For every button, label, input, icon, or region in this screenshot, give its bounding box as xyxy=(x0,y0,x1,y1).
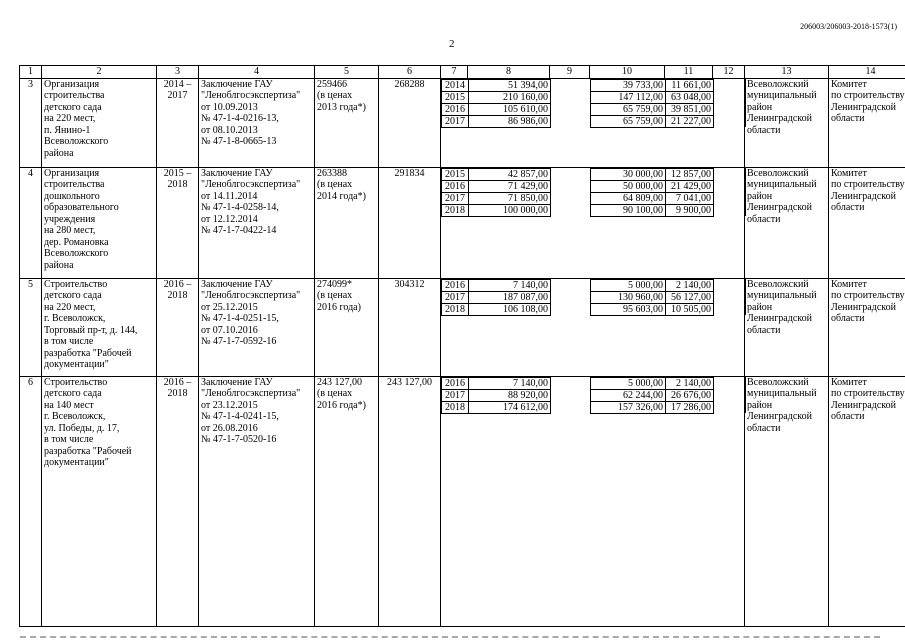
year: 2014 xyxy=(442,79,469,91)
estimated-cost-line: 274099* xyxy=(317,278,352,290)
column-header-10: 10 xyxy=(590,66,665,79)
local-budget: 39 851,00 xyxy=(666,103,714,115)
construction-period xyxy=(157,278,199,376)
column-header-9: 9 xyxy=(550,66,590,79)
expertise-conclusion-line: "Леноблгосэкспертиза" xyxy=(201,388,301,399)
object-name xyxy=(42,376,157,626)
construction-period-line: 2018 xyxy=(167,179,188,190)
customer-line: Ленинградской xyxy=(747,113,812,124)
total-amount: 71 850,00 xyxy=(469,192,551,204)
object-name-line: на 280 мест, xyxy=(44,225,96,236)
regional-budget: 65 759,00 xyxy=(591,115,666,127)
local-budget: 9 900,00 xyxy=(666,204,714,216)
empty-cell xyxy=(714,168,746,180)
total-amount: 51 394,00 xyxy=(469,79,551,91)
year: 2017 xyxy=(442,192,469,204)
expertise-conclusion xyxy=(199,167,315,278)
object-name-line: учреждения xyxy=(44,213,96,225)
column-header-1: 1 xyxy=(20,66,42,79)
expertise-conclusion-line: № 47-1-7-0520-16 xyxy=(201,434,277,445)
table-row xyxy=(20,78,905,167)
expertise-conclusion-line: от 23.12.2015 xyxy=(201,399,258,411)
year-row xyxy=(442,401,746,413)
year: 2016 xyxy=(442,180,469,192)
responsible-agency-line: Ленинградской xyxy=(831,399,896,411)
expertise-conclusion-line: "Леноблгосэкспертиза" xyxy=(201,90,301,101)
year: 2018 xyxy=(442,303,469,315)
regional-budget: 50 000,00 xyxy=(591,180,666,192)
object-name-line: п. Янино-1 xyxy=(44,124,91,136)
customer xyxy=(745,78,829,167)
empty-cell xyxy=(714,180,746,192)
total-amount: 86 986,00 xyxy=(469,115,551,127)
local-budget: 21 227,00 xyxy=(666,115,714,127)
column-header-7: 7 xyxy=(441,66,468,79)
column-header-8: 8 xyxy=(468,66,550,79)
regional-budget: 147 112,00 xyxy=(591,91,666,103)
estimated-cost-line: (в ценах xyxy=(317,388,353,399)
year-row xyxy=(442,91,746,103)
empty-cell xyxy=(551,389,591,401)
empty-cell xyxy=(551,377,591,389)
row-number: 3 xyxy=(20,78,42,167)
total-amount: 187 087,00 xyxy=(469,291,551,303)
customer-line: Всеволожский xyxy=(747,376,809,388)
customer-line: район xyxy=(747,190,773,202)
expertise-conclusion xyxy=(199,78,315,167)
yearly-financing xyxy=(441,78,745,167)
estimated-cost-line: (в ценах xyxy=(317,290,353,301)
empty-cell xyxy=(714,192,746,204)
object-name-line: Организация xyxy=(44,78,100,90)
column-header-12: 12 xyxy=(713,66,745,79)
object-name-line: Всеволожского xyxy=(44,136,109,147)
empty-cell xyxy=(551,180,591,192)
header-row xyxy=(20,66,905,79)
empty-cell xyxy=(551,401,591,413)
column-header-11: 11 xyxy=(665,66,713,79)
expertise-conclusion-line: от 25.12.2015 xyxy=(201,301,258,313)
object-name-line: в том числе xyxy=(44,434,94,445)
customer-line: области xyxy=(747,324,781,336)
current-cost: 304312 xyxy=(379,278,441,376)
construction-period xyxy=(157,376,199,626)
total-amount: 105 610,00 xyxy=(469,103,551,115)
current-cost: 268288 xyxy=(379,78,441,167)
object-name-line: на 140 мест xyxy=(44,399,94,411)
object-name-line: района xyxy=(44,147,74,159)
empty-cell xyxy=(714,279,746,291)
empty-cell xyxy=(714,115,746,127)
column-header-6: 6 xyxy=(379,66,441,79)
year: 2015 xyxy=(442,168,469,180)
regional-budget: 90 100,00 xyxy=(591,204,666,216)
year: 2018 xyxy=(442,204,469,216)
empty-cell xyxy=(551,279,591,291)
object-name-line: Торговый пр-т, д. 144, xyxy=(44,324,138,336)
expertise-conclusion-line: Заключение ГАУ xyxy=(201,376,273,388)
yearly-financing xyxy=(441,167,745,278)
column-header-2: 2 xyxy=(42,66,157,79)
object-name-line: детского сада xyxy=(44,101,102,113)
estimated-cost-line: 259466 xyxy=(317,78,347,90)
customer-line: муниципальный xyxy=(747,290,817,301)
total-amount: 100 000,00 xyxy=(469,204,551,216)
expertise-conclusion-line: от 14.11.2014 xyxy=(201,190,258,202)
expertise-conclusion xyxy=(199,376,315,626)
year-row xyxy=(442,291,746,303)
construction-period-line: 2016 – xyxy=(163,278,192,290)
expertise-conclusion-line: № 47-1-7-0592-16 xyxy=(201,336,277,347)
customer-line: Ленинградской xyxy=(747,313,812,324)
expertise-conclusion-line: от 10.09.2013 xyxy=(201,101,258,113)
customer-line: муниципальный xyxy=(747,388,817,399)
year: 2017 xyxy=(442,115,469,127)
object-name xyxy=(42,278,157,376)
estimated-cost xyxy=(315,376,379,626)
empty-cell xyxy=(551,115,591,127)
year-row xyxy=(442,204,746,216)
construction-period-line: 2018 xyxy=(167,290,188,301)
customer-line: области xyxy=(747,124,781,136)
year: 2016 xyxy=(442,103,469,115)
responsible-agency-line: Ленинградской xyxy=(831,301,896,313)
responsible-agency-line: Ленинградской xyxy=(831,190,896,202)
year: 2015 xyxy=(442,91,469,103)
total-amount: 106 108,00 xyxy=(469,303,551,315)
year-row xyxy=(442,279,746,291)
year-row xyxy=(442,377,746,389)
regional-budget: 39 733,00 xyxy=(591,79,666,91)
responsible-agency-line: области xyxy=(831,313,865,324)
responsible-agency-line: по строительству xyxy=(831,90,905,101)
local-budget: 21 429,00 xyxy=(666,180,714,192)
responsible-agency-line: по строительству xyxy=(831,290,905,301)
year-row xyxy=(442,192,746,204)
regional-budget: 30 000,00 xyxy=(591,168,666,180)
object-name-line: г. Всеволожск, xyxy=(44,411,106,422)
table-row xyxy=(20,278,905,376)
scan-artifact-line xyxy=(20,634,880,638)
total-amount: 71 429,00 xyxy=(469,180,551,192)
object-name-line: г. Всеволожск, xyxy=(44,313,106,324)
expertise-conclusion-line: от 26.08.2016 xyxy=(201,422,258,434)
estimated-cost-line: 2016 года) xyxy=(317,301,361,313)
expertise-conclusion-line: № 47-1-4-0216-13, xyxy=(201,113,279,124)
object-name-line: на 220 мест, xyxy=(44,301,96,313)
expertise-conclusion-line: № 47-1-4-0241-15, xyxy=(201,411,279,422)
local-budget: 17 286,00 xyxy=(666,401,714,413)
empty-cell xyxy=(714,377,746,389)
estimated-cost xyxy=(315,167,379,278)
current-cost: 243 127,00 xyxy=(379,376,441,626)
responsible-agency xyxy=(829,376,905,626)
column-header-3: 3 xyxy=(157,66,199,79)
expertise-conclusion-line: "Леноблгосэкспертиза" xyxy=(201,179,301,190)
table-row xyxy=(20,376,905,626)
estimated-cost-line: 243 127,00 xyxy=(317,376,362,388)
responsible-agency-line: Комитет xyxy=(831,78,867,90)
expertise-conclusion-line: от 08.10.2013 xyxy=(201,124,258,136)
responsible-agency-line: Ленинградской xyxy=(831,101,896,113)
total-amount: 210 160,00 xyxy=(469,91,551,103)
customer-line: Ленинградской xyxy=(747,411,812,422)
object-name-line: разработка "Рабочей xyxy=(44,347,132,359)
estimated-cost xyxy=(315,278,379,376)
year: 2018 xyxy=(442,401,469,413)
local-budget: 2 140,00 xyxy=(666,377,714,389)
customer xyxy=(745,376,829,626)
object-name-line: Строительство xyxy=(44,278,108,290)
expertise-conclusion-line: № 47-1-8-0665-13 xyxy=(201,136,277,147)
local-budget: 26 676,00 xyxy=(666,389,714,401)
year: 2016 xyxy=(442,279,469,291)
column-header-14: 14 xyxy=(829,66,905,79)
construction-period xyxy=(157,78,199,167)
customer-line: муниципальный xyxy=(747,179,817,190)
customer-line: области xyxy=(747,213,781,225)
object-name-line: разработка "Рабочей xyxy=(44,445,132,457)
expertise-conclusion-line: "Леноблгосэкспертиза" xyxy=(201,290,301,301)
year-row xyxy=(442,389,746,401)
construction-period-line: 2018 xyxy=(167,388,188,399)
customer-line: муниципальный xyxy=(747,90,817,101)
construction-period-line: 2015 – xyxy=(163,167,192,179)
regional-budget: 64 809,00 xyxy=(591,192,666,204)
row-number: 5 xyxy=(20,278,42,376)
regional-budget: 157 326,00 xyxy=(591,401,666,413)
empty-cell xyxy=(551,303,591,315)
empty-cell xyxy=(714,91,746,103)
empty-cell xyxy=(714,79,746,91)
empty-cell xyxy=(714,204,746,216)
column-header-4: 4 xyxy=(199,66,315,79)
total-amount: 7 140,00 xyxy=(469,279,551,291)
responsible-agency-line: по строительству xyxy=(831,179,905,190)
customer-line: Всеволожский xyxy=(747,278,809,290)
object-name-line: детского сада xyxy=(44,290,102,301)
expertise-conclusion-line: № 47-1-4-0251-15, xyxy=(201,313,279,324)
expertise-conclusion-line: от 07.10.2016 xyxy=(201,324,258,336)
regional-budget: 65 759,00 xyxy=(591,103,666,115)
responsible-agency-line: Комитет xyxy=(831,278,867,290)
estimated-cost-line: (в ценах xyxy=(317,90,353,101)
object-name-line: образовательного xyxy=(44,202,119,213)
local-budget: 2 140,00 xyxy=(666,279,714,291)
empty-cell xyxy=(714,389,746,401)
responsible-agency-line: по строительству xyxy=(831,388,905,399)
year: 2016 xyxy=(442,377,469,389)
document-id: 206003/206003-2018-1573(1) xyxy=(800,22,897,31)
empty-cell xyxy=(551,192,591,204)
total-amount: 88 920,00 xyxy=(469,389,551,401)
column-header-13: 13 xyxy=(745,66,829,79)
row-number: 4 xyxy=(20,167,42,278)
yearly-financing xyxy=(441,376,745,626)
construction-period-line: 2016 – xyxy=(163,376,192,388)
year-row xyxy=(442,303,746,315)
empty-cell xyxy=(551,291,591,303)
expertise-conclusion-line: Заключение ГАУ xyxy=(201,167,273,179)
year-row xyxy=(442,115,746,127)
year: 2017 xyxy=(442,389,469,401)
responsible-agency xyxy=(829,78,905,167)
object-name-line: ул. Победы, д. 17, xyxy=(44,422,120,434)
empty-cell xyxy=(714,303,746,315)
local-budget: 56 127,00 xyxy=(666,291,714,303)
object-name-line: на 220 мест, xyxy=(44,113,96,124)
estimated-cost-line: (в ценах xyxy=(317,179,353,190)
object-name-line: Всеволожского xyxy=(44,248,109,259)
customer xyxy=(745,167,829,278)
regional-budget: 130 960,00 xyxy=(591,291,666,303)
object-name xyxy=(42,167,157,278)
local-budget: 11 661,00 xyxy=(666,79,714,91)
customer-line: район xyxy=(747,399,773,411)
regional-budget: 5 000,00 xyxy=(591,377,666,389)
page-number: 2 xyxy=(449,38,455,50)
estimated-cost-line: 2013 года*) xyxy=(317,101,366,113)
projects-table xyxy=(19,65,905,627)
customer-line: Ленинградской xyxy=(747,202,812,213)
empty-cell xyxy=(714,103,746,115)
regional-budget: 95 603,00 xyxy=(591,303,666,315)
estimated-cost-line: 263388 xyxy=(317,167,347,179)
object-name-line: документации" xyxy=(44,359,109,370)
responsible-agency-line: Комитет xyxy=(831,376,867,388)
responsible-agency-line: области xyxy=(831,113,865,124)
responsible-agency xyxy=(829,167,905,278)
year-row xyxy=(442,79,746,91)
object-name-line: строительства xyxy=(44,90,105,101)
local-budget: 7 041,00 xyxy=(666,192,714,204)
construction-period-line: 2017 xyxy=(167,90,188,101)
construction-period xyxy=(157,167,199,278)
object-name-line: в том числе xyxy=(44,336,94,347)
row-number: 6 xyxy=(20,376,42,626)
empty-cell xyxy=(551,204,591,216)
local-budget: 12 857,00 xyxy=(666,168,714,180)
expertise-conclusion-line: Заключение ГАУ xyxy=(201,78,273,90)
object-name-line: Организация xyxy=(44,167,100,179)
current-cost: 291834 xyxy=(379,167,441,278)
customer-line: Всеволожский xyxy=(747,78,809,90)
local-budget: 10 505,00 xyxy=(666,303,714,315)
empty-cell xyxy=(551,103,591,115)
column-header-5: 5 xyxy=(315,66,379,79)
responsible-agency-line: области xyxy=(831,202,865,213)
expertise-conclusion xyxy=(199,278,315,376)
expertise-conclusion-line: № 47-1-4-0258-14, xyxy=(201,202,279,213)
year-row xyxy=(442,103,746,115)
construction-period-line: 2014 – xyxy=(163,78,192,90)
empty-cell xyxy=(714,291,746,303)
customer-line: Всеволожский xyxy=(747,167,809,179)
yearly-financing xyxy=(441,278,745,376)
object-name-line: дошкольного xyxy=(44,190,100,202)
object-name-line: документации" xyxy=(44,457,109,468)
year-row xyxy=(442,168,746,180)
responsible-agency-line: области xyxy=(831,411,865,422)
estimated-cost xyxy=(315,78,379,167)
customer-line: области xyxy=(747,422,781,434)
empty-cell xyxy=(551,79,591,91)
total-amount: 174 612,00 xyxy=(469,401,551,413)
empty-cell xyxy=(551,168,591,180)
responsible-agency xyxy=(829,278,905,376)
customer-line: район xyxy=(747,301,773,313)
object-name xyxy=(42,78,157,167)
object-name-line: строительства xyxy=(44,179,105,190)
object-name-line: детского сада xyxy=(44,388,102,399)
object-name-line: района xyxy=(44,259,74,271)
year: 2017 xyxy=(442,291,469,303)
empty-cell xyxy=(551,91,591,103)
regional-budget: 5 000,00 xyxy=(591,279,666,291)
estimated-cost-line: 2016 года*) xyxy=(317,399,366,411)
customer-line: район xyxy=(747,101,773,113)
table-row xyxy=(20,167,905,278)
expertise-conclusion-line: от 12.12.2014 xyxy=(201,213,258,225)
local-budget: 63 048,00 xyxy=(666,91,714,103)
object-name-line: Строительство xyxy=(44,376,108,388)
total-amount: 7 140,00 xyxy=(469,377,551,389)
empty-cell xyxy=(714,401,746,413)
expertise-conclusion-line: № 47-1-7-0422-14 xyxy=(201,225,277,236)
customer xyxy=(745,278,829,376)
object-name-line: дер. Романовка xyxy=(44,236,109,248)
year-row xyxy=(442,180,746,192)
responsible-agency-line: Комитет xyxy=(831,167,867,179)
expertise-conclusion-line: Заключение ГАУ xyxy=(201,278,273,290)
regional-budget: 62 244,00 xyxy=(591,389,666,401)
estimated-cost-line: 2014 года*) xyxy=(317,190,366,202)
total-amount: 42 857,00 xyxy=(469,168,551,180)
